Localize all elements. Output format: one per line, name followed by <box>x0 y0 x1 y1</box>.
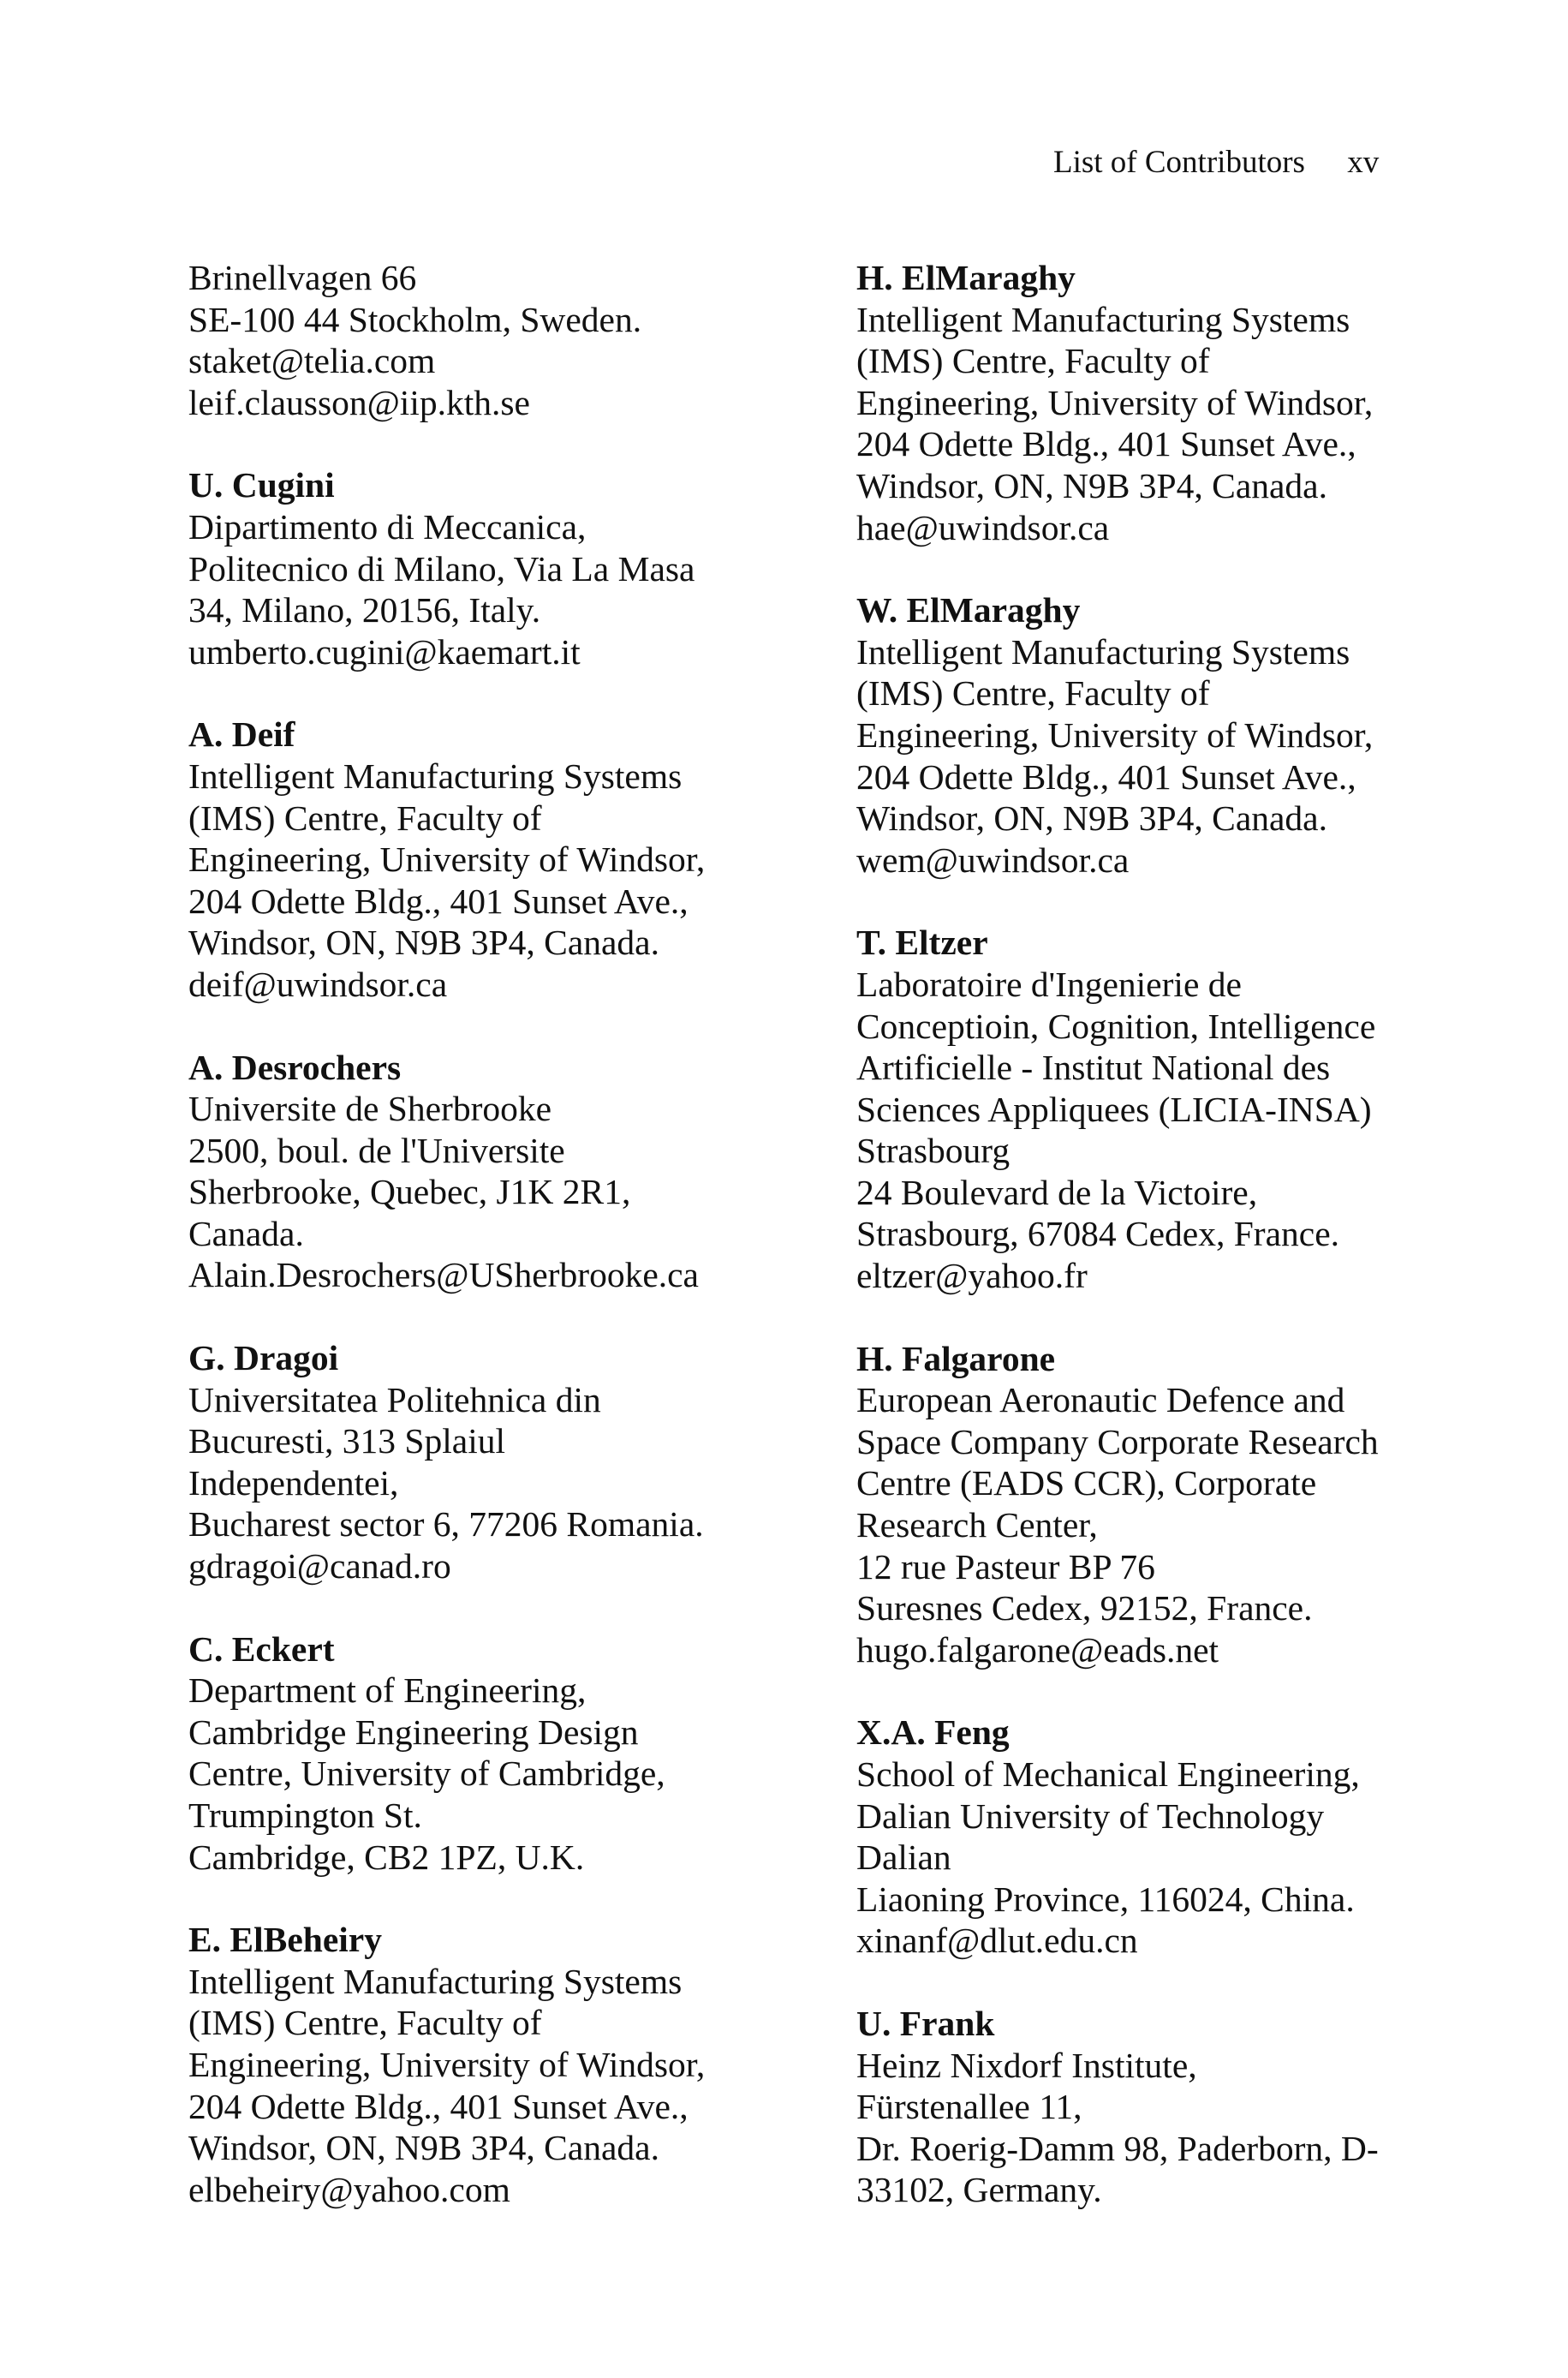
address-line: Cambridge Engineering Design <box>188 1712 639 1752</box>
contributor-entry <box>188 1628 822 1879</box>
right-column <box>856 257 1404 2252</box>
address-line: Sherbrooke, Quebec, J1K 2R1, <box>188 1172 631 1212</box>
address-line: Sciences Appliquees (LICIA-INSA) <box>856 1089 1372 1129</box>
address-line: Engineering, University of Windsor, <box>188 2044 706 2084</box>
address-line: Intelligent Manufacturing Systems <box>856 631 1350 672</box>
contributor-entry <box>856 257 1404 548</box>
contributor-name: A. Desrochers <box>188 1047 402 1087</box>
contributor-entry <box>856 922 1404 1296</box>
address-line: Independentei, <box>188 1462 399 1503</box>
address-line: Canada. <box>188 1213 304 1253</box>
header-title: List of Contributors <box>1053 145 1305 180</box>
contributor-name: X.A. Feng <box>856 1712 1010 1753</box>
address-line: Windsor, ON, N9B 3P4, Canada. <box>856 465 1327 505</box>
address-line: 204 Odette Bldg., 401 Sunset Ave., <box>856 424 1356 464</box>
address-line: Windsor, ON, N9B 3P4, Canada. <box>188 2128 659 2168</box>
address-line: School of Mechanical Engineering, <box>856 1754 1360 1794</box>
address-line: Intelligent Manufacturing Systems <box>856 299 1350 339</box>
address-line: Centre (EADS CCR), Corporate <box>856 1463 1317 1503</box>
address-line: European Aeronautic Defence and <box>856 1380 1345 1420</box>
address-line: elbeheiry@yahoo.com <box>188 2169 510 2209</box>
running-header <box>1053 144 1404 182</box>
address-line: Universitatea Politehnica din <box>188 1379 601 1419</box>
contributor-name: E. ElBeheiry <box>188 1920 382 1960</box>
address-line: Windsor, ON, N9B 3P4, Canada. <box>188 923 659 963</box>
address-line: Engineering, University of Windsor, <box>856 382 1374 422</box>
address-line: Dr. Roerig-Damm 98, Paderborn, D- <box>856 2128 1379 2168</box>
contributor-entry <box>188 464 822 672</box>
address-line: Suresnes Cedex, 92152, France. <box>856 1588 1313 1628</box>
contributor-name: T. Eltzer <box>856 923 988 963</box>
left-column <box>188 257 822 2251</box>
address-line: Artificielle - Institut National des <box>856 1048 1331 1088</box>
address-line: 204 Odette Bldg., 401 Sunset Ave., <box>188 881 689 921</box>
contributor-entry <box>856 2003 1404 2211</box>
address-line: Fürstenallee 11, <box>856 2087 1082 2127</box>
address-line: SE-100 44 Stockholm, Sweden. <box>188 299 642 339</box>
address-line: Strasbourg <box>856 1131 1011 1171</box>
page-number: xv <box>1347 145 1380 180</box>
contributor-entry <box>188 714 822 1005</box>
contributor-name: U. Cugini <box>188 465 335 505</box>
address-line: 34, Milano, 20156, Italy. <box>188 590 541 630</box>
address-line: wem@uwindsor.ca <box>856 839 1130 880</box>
contributor-entry <box>856 1338 1404 1671</box>
contributor-entry <box>188 1337 822 1587</box>
contributor-name: W. ElMaraghy <box>856 590 1081 630</box>
address-line: Engineering, University of Windsor, <box>856 714 1374 755</box>
address-line: deif@uwindsor.ca <box>188 964 448 1004</box>
address-line: Brinellvagen 66 <box>188 258 417 297</box>
address-line: (IMS) Centre, Faculty of <box>188 798 542 838</box>
address-line: (IMS) Centre, Faculty of <box>188 2003 542 2043</box>
address-line: Centre, University of Cambridge, <box>188 1754 665 1794</box>
address-line: Bucharest sector 6, 77206 Romania. <box>188 1504 704 1545</box>
address-line: Liaoning Province, 116024, China. <box>856 1879 1355 1919</box>
address-line: Windsor, ON, N9B 3P4, Canada. <box>856 798 1327 839</box>
address-line: 24 Boulevard de la Victoire, <box>856 1172 1258 1212</box>
address-line: Department of Engineering, <box>188 1670 587 1711</box>
address-line: 204 Odette Bldg., 401 Sunset Ave., <box>188 2086 689 2126</box>
contributor-name: H. ElMaraghy <box>856 258 1076 297</box>
address-line: Intelligent Manufacturing Systems <box>188 1961 683 2001</box>
address-line: Conceptioin, Cognition, Intelligence <box>856 1006 1376 1046</box>
contributor-name: C. Eckert <box>188 1628 335 1669</box>
address-line: 12 rue Pasteur BP 76 <box>856 1546 1155 1586</box>
address-line: 204 Odette Bldg., 401 Sunset Ave., <box>856 756 1356 797</box>
address-line: Dalian University of Technology <box>856 1795 1325 1836</box>
address-line: Heinz Nixdorf Institute, <box>856 2045 1197 2085</box>
address-line: Engineering, University of Windsor, <box>188 839 706 880</box>
contributor-name: H. Falgarone <box>856 1338 1056 1378</box>
contributor-entry <box>856 1712 1404 1962</box>
address-line: hugo.falgarone@eads.net <box>856 1629 1219 1670</box>
address-line: Dalian <box>856 1837 951 1878</box>
address-line: (IMS) Centre, Faculty of <box>856 673 1210 714</box>
address-line: Dipartimento di Meccanica, <box>188 506 587 547</box>
address-line: Universite de Sherbrooke <box>188 1089 552 1129</box>
address-line: xinanf@dlut.edu.cn <box>856 1921 1138 1961</box>
address-line: Cambridge, CB2 1PZ, U.K. <box>188 1837 585 1877</box>
address-line: Politecnico di Milano, Via La Masa <box>188 548 695 589</box>
contributor-name: A. Deif <box>188 714 295 755</box>
address-line: Bucuresti, 313 Splaiul <box>188 1421 506 1461</box>
contributor-entry <box>188 1047 822 1297</box>
address-line: 2500, boul. de l'Universite <box>188 1130 565 1170</box>
address-line: eltzer@yahoo.fr <box>856 1256 1088 1296</box>
contributor-entry <box>188 257 822 423</box>
address-line: Intelligent Manufacturing Systems <box>188 756 683 796</box>
address-line: gdragoi@canad.ro <box>188 1546 451 1586</box>
address-line: 33102, Germany. <box>856 2170 1102 2210</box>
contributor-name: G. Dragoi <box>188 1338 339 1378</box>
address-line: Strasbourg, 67084 Cedex, France. <box>856 1214 1339 1254</box>
address-line: hae@uwindsor.ca <box>856 507 1110 547</box>
address-line: Space Company Corporate Research <box>856 1421 1379 1461</box>
address-line: Alain.Desrochers@USherbrooke.ca <box>188 1255 699 1295</box>
address-line: Trumpington St. <box>188 1795 422 1835</box>
address-line: umberto.cugini@kaemart.it <box>188 631 581 672</box>
contributor-entry <box>188 1919 822 2210</box>
address-line: staket@telia.com <box>188 341 436 381</box>
contributor-entry <box>856 589 1404 881</box>
address-line: leif.clausson@iip.kth.se <box>188 382 530 422</box>
address-line: (IMS) Centre, Faculty of <box>856 341 1210 381</box>
contributor-name: U. Frank <box>856 2003 995 2043</box>
address-line: Laboratoire d'Ingenierie de <box>856 964 1242 1004</box>
address-line: Research Center, <box>856 1505 1098 1545</box>
